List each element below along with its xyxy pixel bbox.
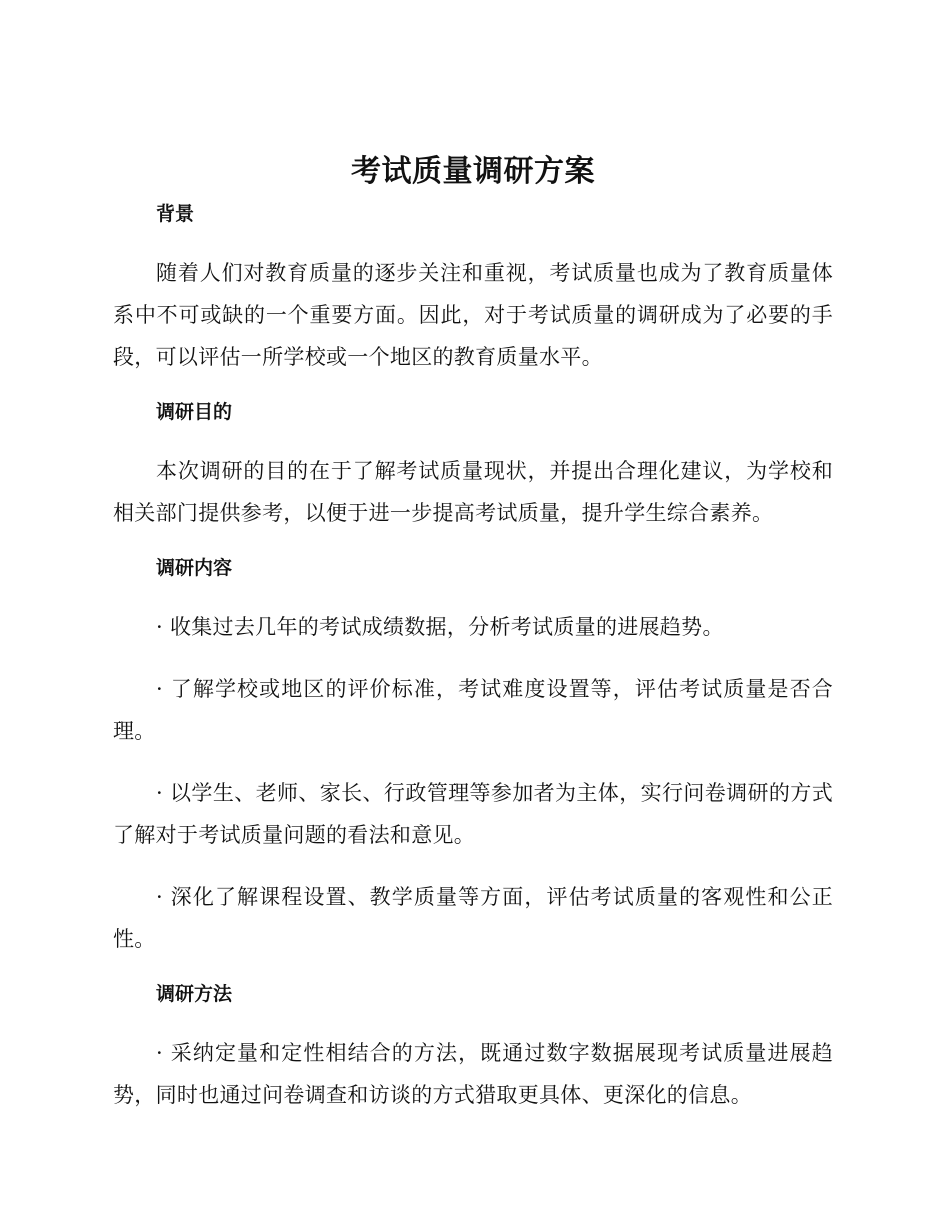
section-content [113,554,833,960]
bullet-item: · 深化了解课程设置、教学质量等方面，评估考试质量的客观性和公正性。 [113,885,833,951]
document-body [113,150,833,1136]
document-title: 考试质量调研方案 [351,154,595,189]
section-purpose [113,398,833,534]
section-heading: 调研内容 [156,557,233,579]
bullet-item: · 采纳定量和定性相结合的方法，既通过数字数据展现考试质量进展趋势，同时也通过问卷调查和访谈的方式猎取更具体、更深化的信息。 [113,1041,833,1107]
bullet-item: · 了解学校或地区的评价标准，考试难度设置等，评估考试质量是否合理。 [113,677,833,743]
section-heading: 调研目的 [156,401,233,423]
section-heading: 调研方法 [156,983,233,1005]
section-background [113,200,833,378]
bullet-item: · 以学生、老师、家长、行政管理等参加者为主体，实行问卷调研的方式了解对于考试质量问题的看法和意见。 [113,781,833,847]
section-method [113,980,833,1116]
section-paragraph: 本次调研的目的在于了解考试质量现状，并提出合理化建议，为学校和相关部门提供参考，以便于进一步提高考试质量，提升学生综合素养。 [113,459,833,525]
section-heading: 背景 [156,203,195,225]
section-paragraph: 随着人们对教育质量的逐步关注和重视，考试质量也成为了教育质量体系中不可或缺的一个重要方面。因此，对于考试质量的调研成为了必要的手段，可以评估一所学校或一个地区的教育质量水平。 [113,261,833,369]
bullet-item: · 收集过去几年的考试成绩数据，分析考试质量的进展趋势。 [156,615,724,639]
